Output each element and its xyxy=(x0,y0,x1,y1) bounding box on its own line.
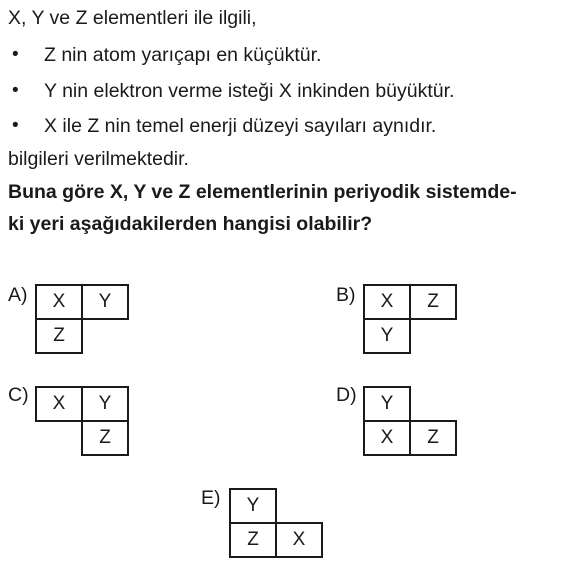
bullet-icon: • xyxy=(12,80,19,101)
option-b-cell: Y xyxy=(363,318,411,354)
option-c-grid[interactable] xyxy=(35,386,131,458)
question-prompt-line2: ki yeri aşağıdakilerden hangisi olabilir? xyxy=(8,213,373,235)
question-intro: X, Y ve Z elementleri ile ilgili, xyxy=(8,7,257,29)
option-b-cell: Z xyxy=(409,284,457,320)
bullet-icon: • xyxy=(12,44,19,65)
option-d-label[interactable]: D) xyxy=(336,384,357,406)
option-e-label[interactable]: E) xyxy=(201,487,221,509)
option-a-cell: X xyxy=(35,284,83,320)
option-b-cell: X xyxy=(363,284,411,320)
option-a-cell: Y xyxy=(81,284,129,320)
option-c-label[interactable]: C) xyxy=(8,384,29,406)
option-c-cell: Y xyxy=(81,386,129,422)
option-e-cell: Z xyxy=(229,522,277,558)
question-outro: bilgileri verilmektedir. xyxy=(8,148,189,170)
bullet-item-3: X ile Z nin temel enerji düzeyi sayıları aynıdır. xyxy=(44,115,437,137)
option-d-cell: Z xyxy=(409,420,457,456)
option-b-grid[interactable] xyxy=(363,284,459,356)
option-b-label[interactable]: B) xyxy=(336,284,356,306)
option-a-label[interactable]: A) xyxy=(8,284,28,306)
option-c-cell: Z xyxy=(81,420,129,456)
option-e-cell: X xyxy=(275,522,323,558)
option-d-cell: X xyxy=(363,420,411,456)
option-d-cell: Y xyxy=(363,386,411,422)
option-a-grid[interactable] xyxy=(35,284,131,356)
bullet-icon: • xyxy=(12,115,19,136)
bullet-item-1: Z nin atom yarıçapı en küçüktür. xyxy=(44,44,322,66)
option-c-cell: X xyxy=(35,386,83,422)
option-d-grid[interactable] xyxy=(363,386,459,458)
option-e-cell: Y xyxy=(229,488,277,524)
bullet-item-2: Y nin elektron verme isteği X inkinden büyüktür. xyxy=(44,80,455,102)
option-e-grid[interactable] xyxy=(229,488,325,560)
question-prompt-line1: Buna göre X, Y ve Z elementlerinin periyodik sistemde- xyxy=(8,181,517,203)
option-a-cell: Z xyxy=(35,318,83,354)
